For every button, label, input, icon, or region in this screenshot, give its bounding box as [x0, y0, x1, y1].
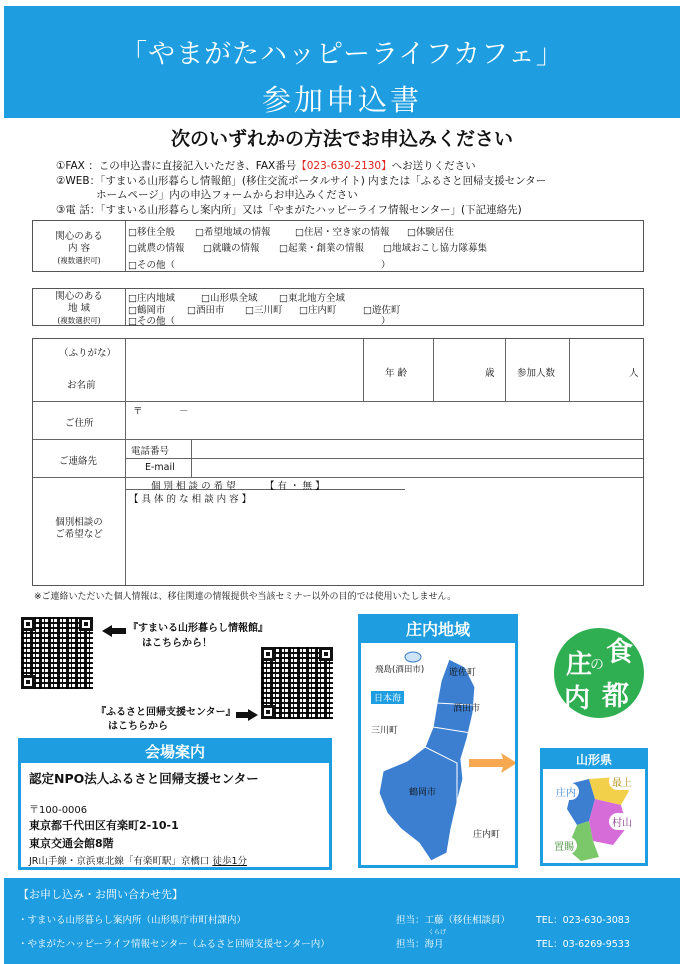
checkbox-startup-info[interactable]: □起業・創業の情報 — [279, 243, 364, 254]
method-phone: ③電 話：「すまいる山形暮らし案内所」又は「やまがたハッピーライフ情報センター」(下記連絡先) — [56, 204, 522, 216]
qr1-action: はこちらから！ — [142, 638, 212, 649]
event-title: 「やまがたハッピーライフカフェ」 — [120, 39, 564, 70]
personal-info-form — [32, 338, 644, 586]
age-unit: 歳 — [485, 368, 495, 379]
label-line1: 関心のある — [55, 231, 103, 242]
footer-tel1[interactable]: TEL：023-630-3083 — [536, 915, 630, 926]
method-fax — [56, 158, 476, 173]
consult-label-line2: ご希望など — [55, 529, 103, 540]
checkbox-job-info[interactable]: □就職の情報 — [203, 243, 260, 254]
logo-char-nai: 内 — [564, 684, 591, 714]
interest-content-section — [32, 220, 644, 272]
fax-suffix: へお送りください — [391, 160, 476, 172]
pref-map-title: 山形県 — [543, 751, 645, 769]
address-label: ご住所 — [65, 418, 94, 429]
phone-label: 電話番号 — [131, 446, 170, 457]
venue-address2: 東京交通会館8階 — [29, 837, 114, 850]
qr2-site-name: 『ふるさと回帰支援センター』 — [96, 707, 236, 718]
checkbox-yamagata-all[interactable]: □山形県全域 — [201, 293, 258, 304]
venue-box — [18, 738, 332, 870]
label-line2: 地 域 — [67, 303, 91, 314]
logo-char-no: の — [590, 657, 604, 673]
footer-staff1: 担当：工藤（移住相談員） — [396, 915, 511, 926]
venue-header: 会場案内 — [21, 741, 329, 763]
address-input[interactable] — [127, 403, 641, 437]
consult-label-line1: 個別相談の — [55, 517, 103, 528]
venue-postal: 〒100-0006 — [29, 805, 88, 816]
footer-org1: ・すまいる山形暮らし案内所（山形県庁市町村課内） — [18, 915, 247, 926]
label-line2: 内 容 — [67, 243, 91, 254]
fax-text: ①FAX ：この申込書に直接記入いただき、FAX番号 — [56, 160, 297, 172]
footer-org2: ・やまがたハッピーライフ情報センター（ふるさと回帰支援センター内） — [18, 939, 330, 950]
footer-tel2[interactable]: TEL：03-6269-9533 — [536, 939, 630, 950]
footer-title: 【お申し込み・お問い合わせ先】 — [18, 888, 183, 901]
contact-label: ご連絡先 — [59, 456, 98, 467]
postal-mark: 〒 — [133, 406, 143, 417]
arrow-left-icon — [102, 622, 126, 634]
map-title: 庄内地域 — [361, 617, 515, 643]
checkbox-trial-stay[interactable]: □体験居住 — [407, 227, 454, 238]
checkbox-farming-info[interactable]: □就農の情報 — [128, 243, 185, 254]
venue-address1: 東京都千代田区有楽町2-10-1 — [29, 819, 179, 832]
checkbox-sakata[interactable]: □酒田市 — [187, 305, 225, 316]
label-line1: 関心のある — [55, 291, 103, 302]
interest-area-section — [32, 288, 644, 326]
postal-dash: － — [179, 406, 189, 417]
checkbox-tohoku-all[interactable]: □東北地方全域 — [279, 293, 345, 304]
logo-char-sho: 庄 — [566, 650, 593, 680]
arrow-right-icon — [236, 706, 258, 718]
other-close: ） — [381, 260, 391, 271]
checkbox-mikawa[interactable]: □三川町 — [245, 305, 283, 316]
label-note: (複数選択可) — [57, 316, 101, 325]
fax-number: 【023-630-2130】 — [296, 160, 392, 172]
map-label-shonai-town: 庄内町 — [473, 830, 501, 840]
footer-staff2-ruby: くらげ — [428, 929, 447, 936]
checkbox-yuza[interactable]: □遊佐町 — [363, 305, 401, 316]
map-label-yuza: 遊佐町 — [449, 668, 477, 678]
map-label-tobishima: 飛島(酒田市) — [375, 665, 425, 675]
pref-label-murayama: 村山 — [609, 813, 635, 830]
checkbox-regional-cooperation[interactable]: □地域おこし協力隊募集 — [383, 243, 487, 254]
checkbox-other-area[interactable]: □その他（ — [128, 316, 175, 327]
phone-input[interactable] — [193, 441, 641, 457]
map-label-sakata: 酒田市 — [453, 704, 481, 714]
qr2-action: はこちらから — [108, 721, 168, 732]
logo-char-food: 食 — [606, 637, 633, 668]
method-web: ②WEB：「すまいる山形暮らし情報館」(移住交流ポータルサイト) 内または「ふるさと回帰支援センター — [56, 175, 547, 187]
checkbox-other-content[interactable]: □その他（ — [128, 260, 175, 271]
shonai-map-box — [358, 614, 518, 868]
header-banner — [4, 6, 680, 118]
checkbox-area-info[interactable]: □希望地域の情報 — [195, 227, 271, 238]
instruction-heading: 次のいずれかの方法でお申込みください — [170, 128, 513, 150]
pref-label-shonai: 庄内 — [553, 783, 579, 800]
yamagata-pref-map-box — [540, 748, 648, 866]
footer-staff2: 担当：海月 — [396, 939, 444, 950]
interest-content-label — [33, 231, 125, 267]
other-close: ） — [381, 316, 391, 327]
map-label-mikawa: 三川町 — [371, 726, 399, 736]
participants-unit: 人 — [629, 368, 639, 379]
consultation-label — [33, 517, 125, 541]
checkbox-all-migration[interactable]: □移住全般 — [128, 227, 175, 238]
name-input[interactable] — [127, 341, 361, 399]
form-title: 参加申込書 — [261, 83, 422, 117]
map-label-sea: 日本海 — [371, 691, 404, 704]
walk-time: 徒歩1分 — [212, 856, 247, 867]
age-label: 年 齢 — [385, 368, 408, 379]
privacy-note: ※ご連絡いただいた個人情報は、移住関連の情報提供や当該セミナー以外の目的では使用いたしません。 — [34, 592, 457, 602]
consult-detail-input[interactable] — [127, 505, 641, 583]
qr-code-furusato[interactable] — [258, 644, 336, 722]
email-label: E-mail — [145, 462, 175, 473]
participants-label: 参加人数 — [517, 368, 556, 379]
logo-char-miyako: 都 — [602, 681, 629, 712]
furigana-label: （ふりがな） — [59, 348, 117, 359]
pref-label-mogami: 最上 — [609, 773, 635, 790]
checkbox-tsuruoka[interactable]: □鶴岡市 — [128, 305, 166, 316]
checkbox-housing-info[interactable]: □住居・空き家の情報 — [295, 227, 390, 238]
consult-yes-no[interactable]: 【 有 ・ 無 】 — [265, 481, 325, 492]
qr-code-sumairu[interactable] — [18, 614, 96, 692]
access-line: JR山手線・京浜東北線「有楽町駅」京橋口 — [29, 856, 210, 867]
pref-label-okitama: 置賜 — [551, 837, 577, 854]
consult-detail-label: 【 具 体 的 な 相 談 内 容 】 — [129, 494, 252, 505]
qr1-site-name: 『すまいる山形暮らし情報館』 — [128, 623, 268, 634]
venue-access — [29, 853, 247, 867]
map-label-tsuruoka: 鶴岡市 — [409, 788, 437, 798]
checkbox-shonai-region[interactable]: □庄内地域 — [128, 293, 175, 304]
email-input[interactable] — [193, 460, 641, 476]
method-web-line2: ホームページ」内の申込フォームからお申込みください — [96, 189, 358, 201]
label-note: (複数選択可) — [57, 256, 101, 265]
venue-org: 認定NPO法人ふるさと回帰支援センター — [29, 771, 259, 786]
checkbox-shonai-town[interactable]: □庄内町 — [299, 305, 337, 316]
interest-area-label — [33, 291, 125, 327]
consult-hope-label: 個 別 相 談 の 希 望 — [151, 481, 236, 492]
contact-footer — [4, 878, 680, 964]
name-label: お名前 — [67, 380, 96, 391]
shonai-food-capital-logo — [554, 628, 644, 718]
